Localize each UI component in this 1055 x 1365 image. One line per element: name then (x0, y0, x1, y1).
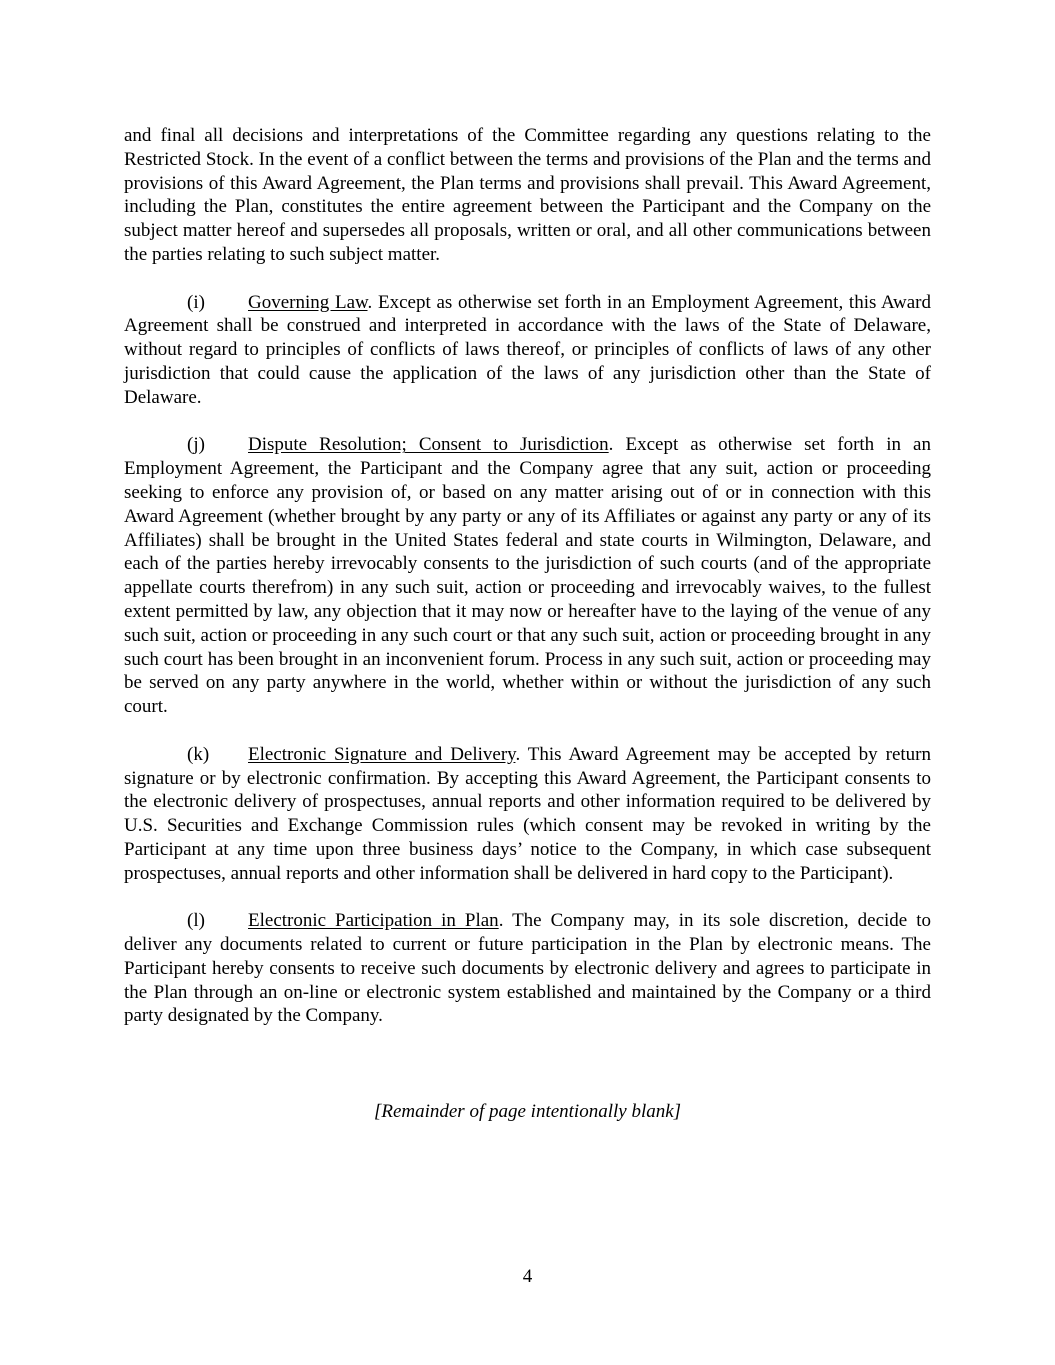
section-label: (i) (187, 291, 205, 313)
section-heading: Dispute Resolution; Consent to Jurisdiction (248, 434, 609, 456)
section-heading: Electronic Participation in Plan (248, 910, 499, 932)
continuation-paragraph: and final all decisions and interpretations of the Committee regarding any questions relating to the Restricted Stock. In the event of a conflict between the terms and provisions of the Plan and the terms and provisions of this Award Agreement, the Plan terms and provisions shall prevail. This Award Agreement, including the Plan, constitutes the entire agreement between the Participant and the Company on the subject matter hereof and supersedes all proposals, written or oral, and all other communications between the parties relating to such subject matter. (124, 125, 931, 265)
section-electronic-participation (124, 909, 931, 1028)
section-heading: Governing Law (248, 291, 368, 313)
section-dispute-resolution (124, 433, 931, 719)
page-number: 4 (522, 1266, 533, 1287)
section-body: . The Company may, in its sole discretion, decide to deliver any documents related to current or future participation in the Plan by electronic means. The Participant hereby consents to receive such documents by electronic delivery and agrees to participate in the Plan through an on-line or electronic system established and maintained by the Company or a third party designated by the Company. (124, 910, 931, 1027)
document-body (124, 124, 931, 1052)
section-body: . Except as otherwise set forth in an Employment Agreement, the Participant and the Company agree that any suit, action or proceeding seeking to enforce any provision of, or based on any matter arising out of or in connection with this Award Agreement (whether brought by any party or any of its Affiliates or against any party or any of its Affiliates) shall be brought in the United States federal and state courts in Wilmington, Delaware, and each of the parties hereby irrevocably consents to the jurisdiction of such courts (and of the appropriate appellate courts therefrom) in any such suit, action or proceeding and irrevocably waives, to the fullest extent permitted by law, any objection that it may now or hereafter have to the laying of the venue of any such suit, action or proceeding in any such court or that any such suit, action or proceeding brought in any such court has been brought in an inconvenient forum. Process in any such suit, action or proceeding may be served on any party anywhere in the world, whether within or without the jurisdiction of any such court. (124, 434, 931, 718)
section-label: (k) (187, 743, 210, 765)
section-heading: Electronic Signature and Delivery (248, 743, 516, 765)
section-label: (j) (187, 434, 205, 456)
section-governing-law (124, 291, 931, 410)
section-body: . This Award Agreement may be accepted by return signature or by electronic confirmation. By accepting this Award Agreement, the Participant consents to the electronic delivery of prospectuses, annual reports and other information required to be delivered by U.S. Securities and Exchange Commission rules (which consent may be revoked in writing by the Participant at any time upon three business days’ notice to the Company, in which case subsequent prospectuses, annual reports and other information shall be delivered in hard copy to the Participant). (124, 743, 931, 884)
section-electronic-signature (124, 743, 931, 886)
section-body: . Except as otherwise set forth in an Employment Agreement, this Award Agreement shall be construed and interpreted in accordance with the laws of the State of Delaware, without regard to principles of conflicts of laws thereof, or principles of conflicts of laws of any other jurisdiction that could cause the application of the laws of any jurisdiction other than the State of Delaware. (124, 291, 931, 408)
section-label: (l) (187, 910, 205, 932)
remainder-note: [Remainder of page intentionally blank] (373, 1101, 682, 1122)
